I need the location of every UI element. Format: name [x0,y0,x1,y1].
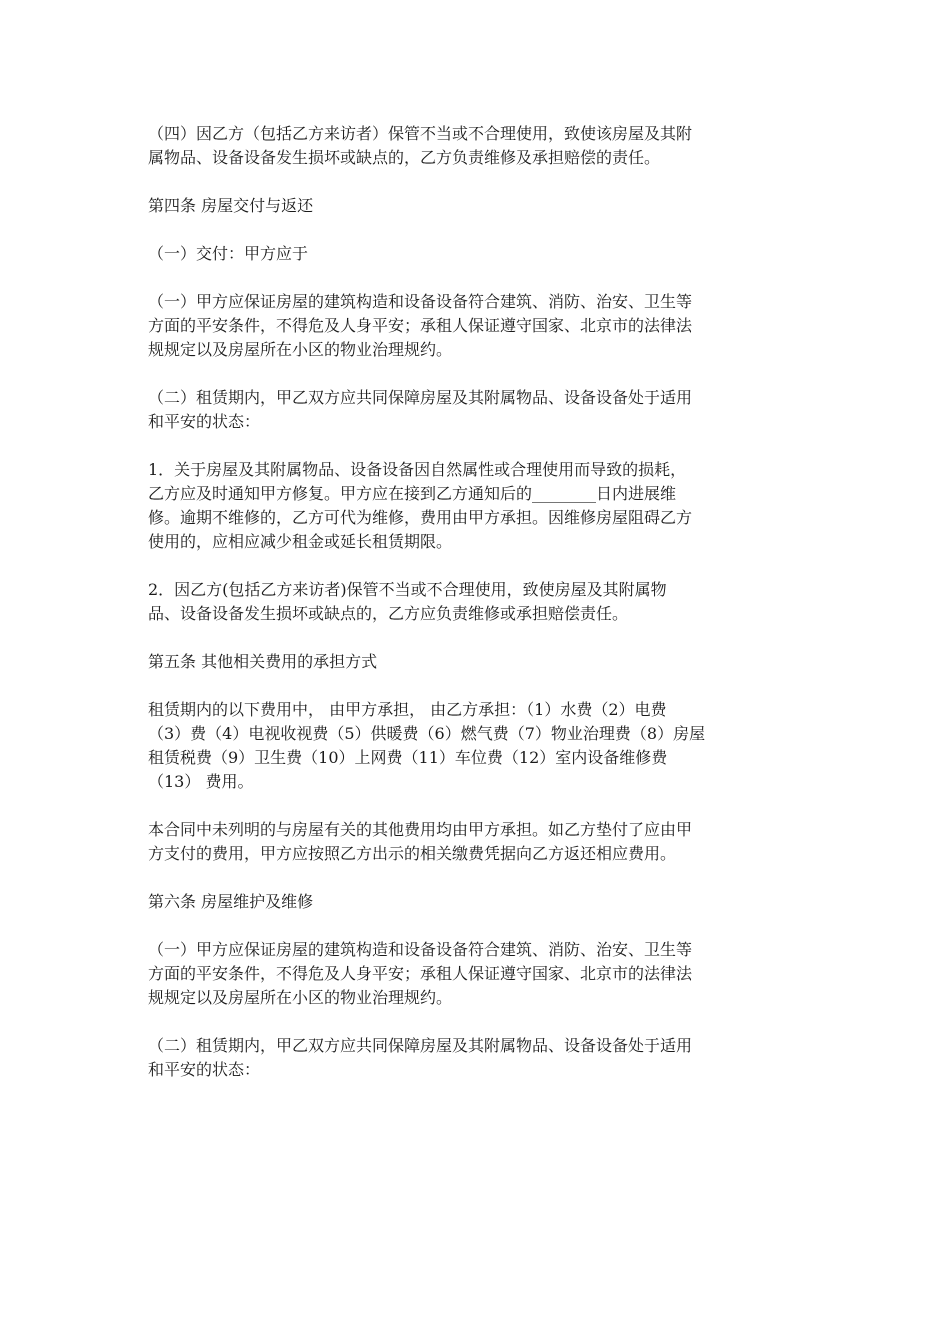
heading-text: 第六条 房屋维护及维修 [148,892,314,911]
paragraph-fee-list [148,698,808,794]
text-line: 1．关于房屋及其附属物品、设备设备因自然属性或合理使用而导致的损耗， [148,460,687,479]
paragraph-other-fees [148,818,808,866]
paragraph-item-1-wear-repair [148,458,808,554]
text-line: 方面的平安条件，不得危及人身平安；承租人保证遵守国家、北京市的法律法 [148,964,693,983]
text-line: 租赁期内的以下费用中， 由甲方承担， 由乙方承担：（1）水费（2）电费 [148,700,667,719]
paragraph-safety-conditions [148,290,808,362]
text-line: 2．因乙方(包括乙方来访者)保管不当或不合理使用，致使房屋及其附属物 [148,580,667,599]
text-line: （一）甲方应保证房屋的建筑构造和设备设备符合建筑、消防、治安、卫生等 [148,940,693,959]
paragraph-clause-3-item-4 [148,122,808,170]
text-line: 方面的平安条件，不得危及人身平安；承租人保证遵守国家、北京市的法律法 [148,316,693,335]
text-line: 使用的，应相应减少租金或延长租赁期限。 [148,532,453,551]
heading-text: 第五条 其他相关费用的承担方式 [148,652,378,671]
text-line: （二）租赁期内，甲乙双方应共同保障房屋及其附属物品、设备设备处于适用 [148,1036,693,1055]
text-line: 方支付的费用，甲方应按照乙方出示的相关缴费凭据向乙方返还相应费用。 [148,844,677,863]
text-line: 乙方应及时通知甲方修复。甲方应在接到乙方通知后的________日内进展维 [148,484,677,503]
text-line: 品、设备设备发生损坏或缺点的，乙方应负责维修或承担赔偿责任。 [148,604,629,623]
document-body [148,122,808,1106]
text-line: （3）费（4）电视收视费（5）供暖费（6）燃气费（7）物业治理费（8）房屋 [148,724,706,743]
section-heading-article-4 [148,194,808,218]
paragraph-joint-maintenance-repeat [148,1034,808,1082]
paragraph-delivery [148,242,808,266]
paragraph-safety-conditions-repeat [148,938,808,1010]
section-heading-article-5 [148,650,808,674]
section-heading-article-6 [148,890,808,914]
paragraph-joint-maintenance [148,386,808,434]
text-line: 本合同中未列明的与房屋有关的其他费用均由甲方承担。如乙方垫付了应由甲 [148,820,693,839]
paragraph-item-2-damage-liability [148,578,808,626]
text-line: （一）交付：甲方应于 [148,244,309,263]
text-line: （13） 费用。 [148,772,254,791]
text-line: 规规定以及房屋所在小区的物业治理规约。 [148,340,453,359]
text-line: 和平安的状态： [148,412,261,431]
text-line: （二）租赁期内，甲乙双方应共同保障房屋及其附属物品、设备设备处于适用 [148,388,693,407]
text-line: 属物品、设备设备发生损坏或缺点的，乙方负责维修及承担赔偿的责任。 [148,148,661,167]
heading-text: 第四条 房屋交付与返还 [148,196,314,215]
text-line: 和平安的状态： [148,1060,261,1079]
text-line: 租赁税费（9）卫生费（10）上网费（11）车位费（12）室内设备维修费 [148,748,668,767]
text-line: 修。逾期不维修的，乙方可代为维修，费用由甲方承担。因维修房屋阻碍乙方 [148,508,693,527]
text-line: （一）甲方应保证房屋的建筑构造和设备设备符合建筑、消防、治安、卫生等 [148,292,693,311]
text-line: （四）因乙方（包括乙方来访者）保管不当或不合理使用，致使该房屋及其附 [148,124,693,143]
text-line: 规规定以及房屋所在小区的物业治理规约。 [148,988,453,1007]
